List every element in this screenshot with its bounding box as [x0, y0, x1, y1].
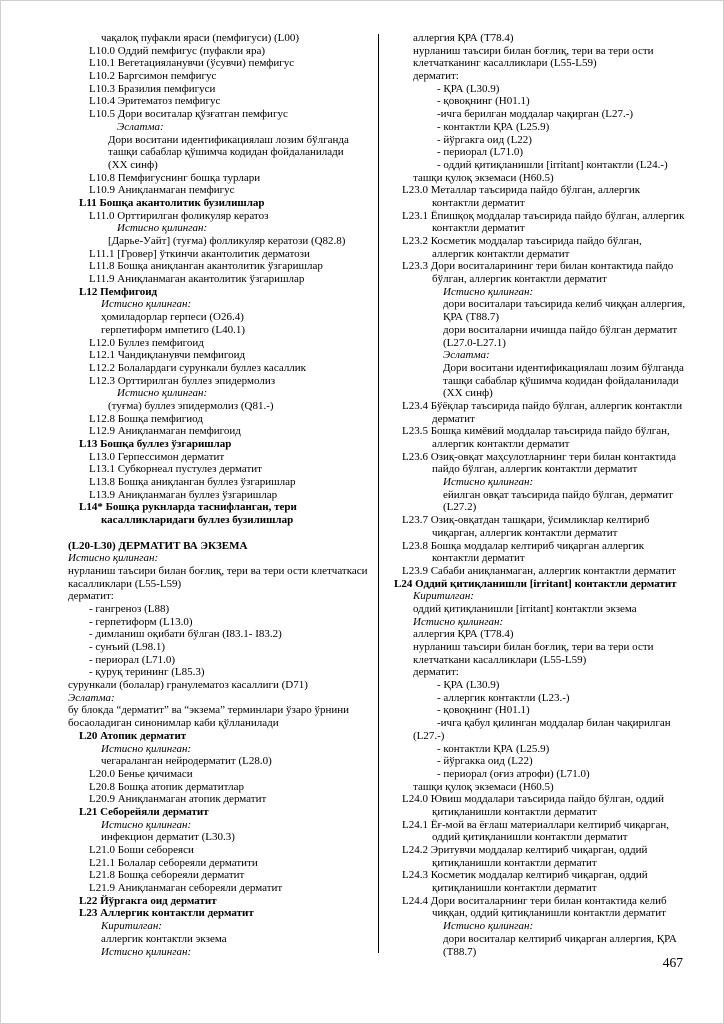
- code-line: контактли дерматит: [432, 222, 525, 235]
- code-line: L10.4 Эритематоз пемфигус: [89, 95, 221, 108]
- code-line: - аллергик контактли (L23.-): [437, 691, 570, 704]
- code-line: L23.7 Озиқ-овқатдан ташқари, ўсимликлар келтириб: [402, 514, 650, 527]
- code-line: L21 Себорейяли дерматит: [79, 805, 209, 818]
- code-line: L12.1 Чандиқланувчи пемфигоид: [89, 349, 246, 362]
- code-line: касалликларидаги буллез бузилишлар: [101, 514, 294, 527]
- code-line: чақалоқ пуфакли яраси (пемфигуси) (L00): [101, 32, 300, 44]
- code-line: L12 Пемфигоид: [79, 285, 158, 298]
- code-line: Дори воситани идентификациялаш лозим бўлганда: [443, 361, 684, 374]
- code-line: оддий қитиқланишли [irritant] контактли экзема: [413, 602, 637, 615]
- code-line: (туғма) буллез эпидермолиз (Q81.-): [108, 399, 274, 412]
- code-line: Киритилган:: [413, 590, 474, 603]
- code-line: L23.2 Косметик моддалар таъсирида пайдо бўлган,: [402, 235, 642, 247]
- code-line: - контактли ҚРА (L25.9): [437, 742, 550, 755]
- code-line: Истисно қилинган:: [101, 742, 192, 755]
- code-line: L12.3 Орттирилган буллез эпидермолиз: [89, 374, 276, 387]
- code-line: L20.9 Аниқланмаган атопик дерматит: [89, 793, 267, 806]
- code-line: (L20-L30) ДЕРМАТИТ ВА ЭКЗЕМА: [68, 539, 248, 552]
- code-line: Истисно қилинган:: [101, 298, 192, 311]
- blank-line: [46, 527, 374, 540]
- code-line: L20.0 Бенье қичимаси: [89, 767, 193, 780]
- code-line: - қовоқнинг (Н01.1): [437, 95, 530, 108]
- code-line: Эслатма:: [117, 120, 164, 133]
- code-line: дори воситалар келтириб чиқарган аллергия, ҚРА: [443, 932, 677, 945]
- code-line: L24.4 Дори воситаларнинг тери билан контактида келиб: [402, 894, 667, 907]
- column-divider: [378, 34, 379, 953]
- code-line: бўлган, аллергик контактли дерматит: [432, 273, 607, 286]
- code-line: инфекцион дерматит (L30.3): [101, 831, 235, 844]
- code-line: L10.9 Аниқланмаган пемфигус: [89, 184, 235, 197]
- code-line: Истисно қилинган:: [68, 552, 159, 565]
- code-line: Истисно қилинган:: [413, 615, 504, 628]
- code-line: L12.0 Буллез пемфигоид: [89, 336, 204, 349]
- code-line: - контактли ҚРА (L25.9): [437, 120, 550, 133]
- code-line: - периорал (оғиз атрофи) (L71.0): [437, 767, 590, 780]
- code-line: герпетиформ импетиго (L40.1): [101, 323, 245, 336]
- code-line: Эслатма:: [68, 691, 115, 704]
- code-line: [Дарье-Уайт] (туғма) фолликуляр кератози (Q82.8): [108, 235, 346, 247]
- code-line: - йўргакга оид (L22): [437, 133, 532, 146]
- code-line: дерматит:: [413, 70, 459, 83]
- code-line: ташқи сабаблар қўшимча кодидан фойдаланилади: [443, 374, 679, 387]
- code-line: (L27.-): [413, 729, 445, 742]
- code-line: L10.0 Оддий пемфигус (пуфакли яра): [89, 44, 265, 57]
- code-line: (Т88.7): [443, 945, 477, 958]
- code-line: қитиқланишли контактли дерматит: [432, 882, 597, 895]
- code-line: босаоладиган синонимлар каби қўлланилади: [68, 717, 279, 730]
- code-line: L24.1 Ёғ-мой ва ёғлаш материаллари келтириб чиқарган,: [402, 818, 669, 831]
- code-line: клетчаткани касалликлари (L55-L59): [413, 653, 587, 666]
- code-line: L12.2 Болалардаги сурункали буллез касаллик: [89, 361, 307, 374]
- code-line: L10.2 Баргсимон пемфигус: [89, 70, 217, 83]
- code-line: ҳомиладорлар герпеси (О26.4): [101, 311, 244, 324]
- code-line: Истисно қилинган:: [443, 285, 534, 298]
- code-line: - гангреноз (L88): [89, 602, 170, 615]
- code-line: L10.5 Дори воситалар қўзғатган пемфигус: [89, 108, 288, 121]
- code-line: ейилган овқат таъсирида пайдо бўлган, дерматит: [443, 488, 673, 501]
- code-line: - қовоқнинг (Н01.1): [437, 704, 530, 717]
- code-line: чегараланган нейродерматит (L28.0): [101, 755, 272, 768]
- code-line: қитиқланишли контактли дерматит: [432, 856, 597, 869]
- code-line: аллергия ҚРА (Т78.4): [413, 32, 514, 44]
- code-line: L23.8 Бошқа моддалар келтириб чиқарган аллергик: [402, 539, 645, 552]
- code-line: L12.8 Бошқа пемфигиод: [89, 412, 203, 425]
- code-line: пайдо бўлган, аллергик контактли дерматит: [432, 463, 638, 476]
- code-line: L21.9 Аниқланмаган себореяли дерматит: [89, 882, 283, 895]
- code-line: L23 Аллергик контактли дерматит: [79, 907, 254, 920]
- left-column: [46, 32, 374, 958]
- code-line: ташқи қулоқ экземаси (Н60.5): [413, 171, 554, 184]
- code-line: Истисно қилинган:: [443, 476, 534, 489]
- code-line: (ХХ синф): [108, 158, 158, 171]
- code-line: сурункали (болалар) гранулематоз касаллиги (D71): [68, 679, 308, 692]
- code-line: - периорал (L71.0): [437, 146, 524, 159]
- code-line: ташқи сабаблар қўшимча кодидан фойдаланилади: [108, 146, 344, 159]
- page-number: 467: [662, 955, 683, 970]
- code-line: дерматит:: [68, 590, 114, 603]
- code-line: аллергик контактли дерматит: [432, 247, 570, 260]
- code-line: L23.4 Бўёқлар таъсирида пайдо бўлган, аллергик контактли: [402, 399, 683, 412]
- code-line: нурланиш таъсири билан боғлиқ, тери ва тери ости клетчаткаси: [68, 564, 368, 577]
- code-line: Истисно қилинган:: [101, 818, 192, 831]
- code-line: L23.6 Озиқ-овқат маҳсулотларнинг тери билан контактида: [402, 450, 676, 463]
- code-line: L10.1 Вегетацияланувчи (ўсувчи) пемфигус: [89, 57, 295, 70]
- code-line: - қуруқ терининг (L85.3): [89, 666, 205, 679]
- code-line: ташқи қулоқ экземаси (Н60.5): [413, 780, 554, 793]
- code-line: L24 Оддий қитиқланишли [irritant] контактли дерматит: [394, 577, 677, 590]
- code-line: Истисно қилинган:: [117, 222, 208, 235]
- code-line: аллергия ҚРА (Т78.4): [413, 628, 514, 641]
- code-line: L21.8 Бошқа себореяли дерматит: [89, 869, 245, 882]
- code-line: (ХХ синф): [443, 387, 493, 400]
- code-line: L23.1 Ёпишқоқ моддалар таъсирида пайдо бўлган, аллергик: [402, 209, 685, 222]
- code-line: L11.9 Аниқланмаган акантолитик ўзгаришлар: [89, 273, 305, 286]
- code-line: бу блокда “дерматит” ва “экзема” терминлари ўзаро ўрнини: [68, 704, 350, 717]
- code-line: оддий қитиқланишли контактли дерматит: [432, 831, 628, 844]
- code-line: аллергик контактли дерматит: [432, 438, 570, 450]
- code-line: L13.1 Субкорнеал пустулез дерматит: [89, 463, 262, 476]
- code-line: L23.0 Металлар таъсирида пайдо бўлган, аллергик: [402, 184, 641, 197]
- code-line: L11.8 Бошқа аниқланган акантолитик ўзгаришлар: [89, 260, 323, 273]
- code-line: - йўргакка оид (L22): [437, 755, 533, 768]
- code-line: L23.9 Сабаби аниқланмаган, аллергик контактли дерматит: [402, 564, 676, 577]
- code-line: контактли дерматит: [432, 196, 525, 209]
- code-line: нурланиш таъсири билан боғлиқ, тери ва тери ости: [413, 44, 654, 57]
- code-line: (L27.2): [443, 501, 477, 514]
- code-line: Истисно қилинган:: [117, 387, 208, 400]
- code-line: L23.5 Бошқа кимёвий моддалар таъсирида пайдо бўлган,: [402, 425, 670, 438]
- code-line: L24.3 Косметик моддалар келтириб чиқарган, оддий: [402, 869, 648, 882]
- code-line: клетчатканинг касалликлари (L55-L59): [413, 57, 597, 70]
- code-line: L11 Бошқа акантолитик бузилишлар: [79, 196, 265, 209]
- code-line: L13.8 Бошқа аниқланган буллез ўзгаришлар: [89, 476, 296, 489]
- code-line: дори воситаларни ичишда пайдо бўлган дерматит: [443, 323, 678, 336]
- code-line: Истисно қилинган:: [443, 920, 534, 933]
- code-line: L13.0 Герпессимон дерматит: [89, 450, 225, 463]
- code-line: - ҚРА (L30.9): [437, 82, 500, 95]
- code-line: L23.3 Дори воситаларининг тери билан контактида пайдо: [402, 260, 674, 273]
- code-line: L11.0 Орттирилган фоликуляр кератоз: [89, 209, 269, 222]
- code-line: дори воситалари таъсирида келиб чиққан аллергия,: [443, 298, 686, 311]
- code-line: - димланиш оқибати бўлган (I83.1- I83.2): [89, 628, 282, 641]
- code-line: дерматит: [432, 412, 475, 425]
- code-line: -ичга қабул қилинган моддалар билан чақирилган: [437, 717, 671, 730]
- right-column: [387, 32, 717, 958]
- code-line: L20 Атопик дерматит: [79, 729, 187, 742]
- code-line: қитиқланишли контактли дерматит: [432, 805, 597, 818]
- code-line: аллергик контактли экзема: [101, 932, 227, 945]
- code-line: чиққан, оддий қитиқланишли контактли дерматит: [432, 907, 666, 920]
- code-line: L10.3 Бразилия пемфигуси: [89, 82, 216, 95]
- code-line: - сунъий (L98.1): [89, 641, 166, 653]
- code-line: - периорал (L71.0): [89, 653, 176, 666]
- code-line: дерматит:: [413, 666, 459, 679]
- code-line: L13.9 Аниқланмаган буллез ўзгаришлар: [89, 488, 278, 501]
- code-line: L13 Бошқа буллез ўзгаришлар: [79, 438, 232, 450]
- code-line: L24.0 Ювиш моддалари таъсирида пайдо бўлган, оддий: [402, 793, 665, 806]
- code-line: L22 Йўргакга оид дерматит: [79, 894, 217, 907]
- code-line: контактли дерматит: [432, 552, 525, 565]
- code-line: нурланиш таъсири билан боғлиқ, тери ва тери ости: [413, 641, 654, 653]
- code-line: L12.9 Аниқланмаган пемфигоид: [89, 425, 241, 438]
- code-line: ҚРА (Т88.7): [443, 311, 500, 324]
- code-line: - герпетиформ (L13.0): [89, 615, 193, 628]
- code-line: L10.8 Пемфигуснинг бошқа турлари: [89, 171, 261, 184]
- code-line: -ичга берилган моддалар чақирган (L27.-): [437, 108, 634, 121]
- code-line: (L27.0-L27.1): [443, 336, 506, 349]
- code-line: - ҚРА (L30.9): [437, 679, 500, 692]
- code-line: L14* Бошқа рукнларда таснифланган, тери: [79, 501, 297, 514]
- code-line: L21.0 Боши себореяси: [89, 844, 194, 856]
- code-line: - оддий қитиқланишли [irritant] контактли (L24.-): [437, 158, 668, 171]
- code-line: L20.8 Бошқа атопик дерматитлар: [89, 780, 245, 793]
- code-line: Истисно қилинган:: [101, 945, 192, 958]
- code-line: L11.1 [Гровер] ўткинчи акантолитик дерматози: [89, 247, 310, 260]
- code-line: L24.2 Эритувчи моддалар келтириб чиқарган, оддий: [402, 844, 648, 856]
- code-line: L21.1 Болалар себореяли дерматити: [89, 856, 258, 869]
- code-line: чиқарган, аллергик контактли дерматит: [432, 526, 618, 539]
- code-line: Дори воситани идентификациялаш лозим бўлганда: [108, 133, 349, 146]
- code-line: Эслатма:: [443, 349, 490, 362]
- code-line: касалликлари (L55-L59): [68, 577, 182, 590]
- code-line: Киритилган:: [101, 920, 162, 933]
